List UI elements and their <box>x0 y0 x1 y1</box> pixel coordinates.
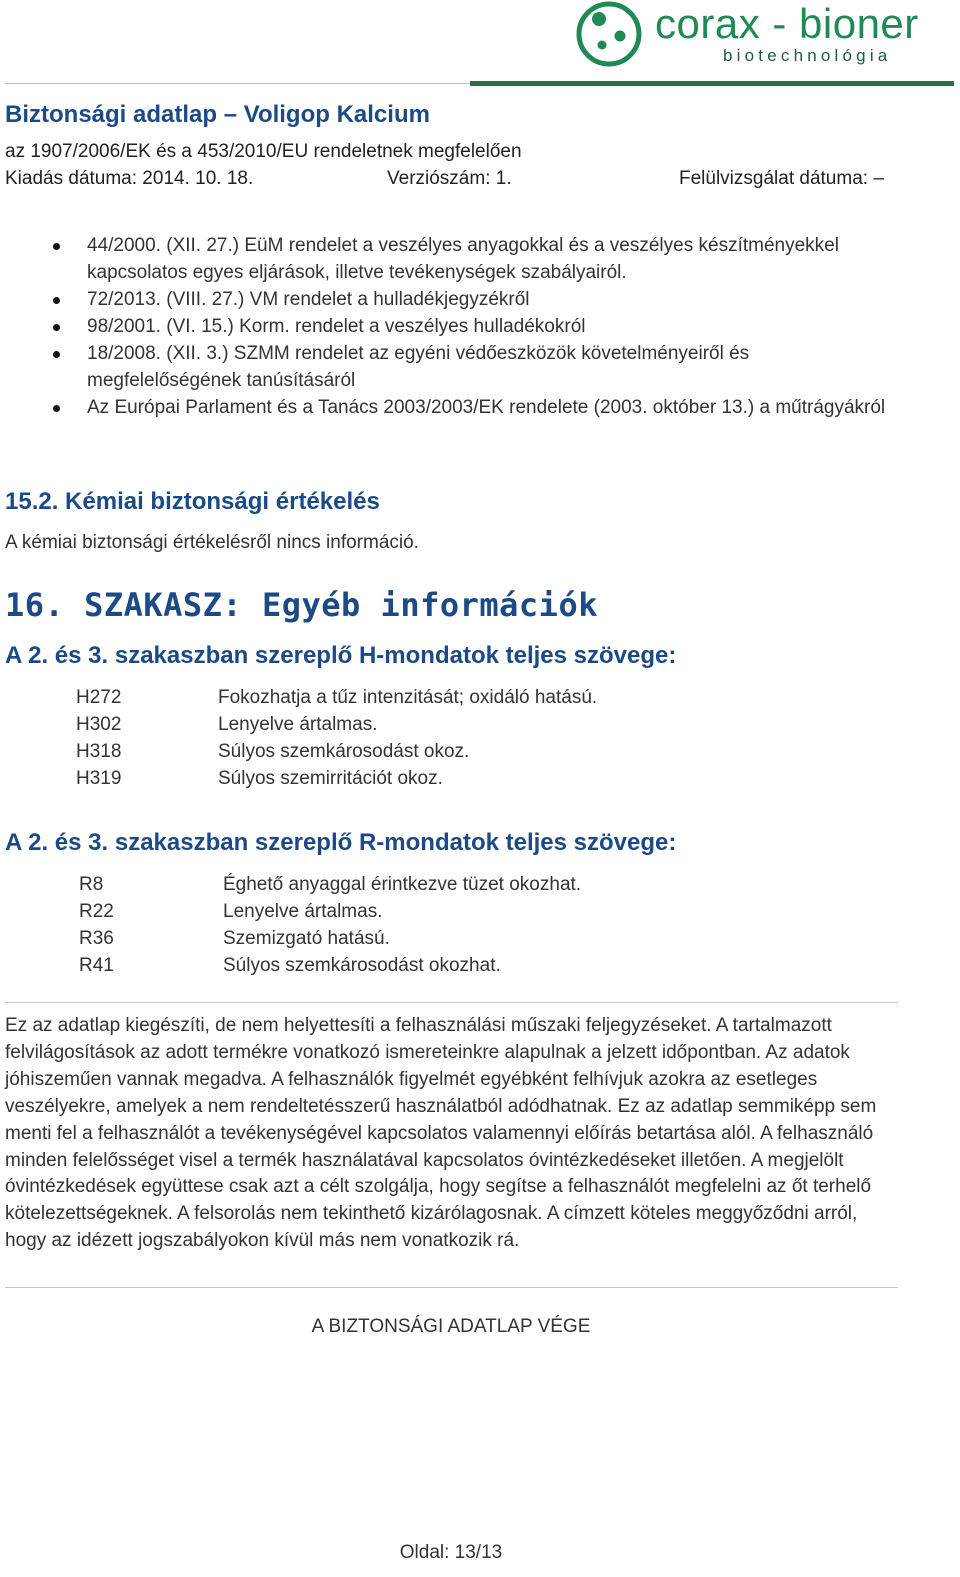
disclaimer-bottom-rule <box>5 1287 898 1288</box>
table-row: R22 Lenyelve ártalmas. <box>79 901 383 922</box>
h-phrases-heading: A 2. és 3. szakaszban szereplő H-mondatok teljes szövege: <box>5 642 677 669</box>
r-phrases-heading: A 2. és 3. szakaszban szereplő R-mondatok teljes szövege: <box>5 829 677 856</box>
table-row: H302 Lenyelve ártalmas. <box>76 714 378 735</box>
list-item: 72/2013. (VIII. 27.) VM rendelet a hulladékjegyzékről <box>0 286 900 313</box>
r-phrases-table <box>79 871 581 979</box>
bullet-icon <box>53 324 60 331</box>
table-row: H318 Súlyos szemkárosodást okoz. <box>76 741 470 762</box>
header-rule-thin <box>5 83 473 84</box>
end-of-document-note: A BIZTONSÁGI ADATLAP VÉGE <box>311 1316 591 1337</box>
legislation-list <box>0 232 900 421</box>
header-rule-thick <box>470 81 954 86</box>
list-item: 18/2008. (XII. 3.) SZMM rendelet az egyéni védőeszközök követelményeiről és megfelelőségének tanúsításáról <box>0 340 900 394</box>
disclaimer-text: Ez az adatlap kiegészíti, de nem helyettesíti a felhasználási műszaki feljegyzéseket. A tartalmazott felvilágosítások az adott termékre vonatkozó ismereteinkre alapulnak a jelzett időpontban. Az adatok jóhiszeműen vannak megadva. A felhasználók figyelmét egyébként felhívjuk azokra az esetleges veszélyekre, amelyek a nem rendeltetésszerű használatból adódhatnak. Ez az adatlap semmiképp sem menti fel a felhasználót a tevékenységével kapcsolatos valamennyi előírás betartása alól. A felhasználó minden felelősséget visel a termék használatával kapcsolatos óvintézkedéseket illetően. A megjelölt óvintézkedések együttese csak azt a célt szolgálja, hogy segítse a felhasználót megfelelni az őt terhelő kötelezettségeknek. A felsorolás nem tekinthető kizárólagosnak. A címzett köteles meggyőződni arról, hogy az idézett jogszabályokon kívül más nem vonatkozik rá. <box>5 1015 877 1252</box>
corax-bioner-logo-icon <box>575 0 643 68</box>
bullet-icon <box>53 351 60 358</box>
table-row: R41 Súlyos szemkárosodást okozhat. <box>79 955 501 976</box>
list-item: 44/2000. (XII. 27.) EüM rendelet a veszélyes anyagokkal és a veszélyes készítményekkel kapcsolatos egyes eljárások, illetve tevékenységek szabályairól. <box>0 232 900 286</box>
chemical-safety-heading: 15.2. Kémiai biztonsági értékelés <box>5 488 380 515</box>
page-number: Oldal: 13/13 <box>399 1542 503 1563</box>
table-row: H272 Fokozhatja a tűz intenzitását; oxidáló hatású. <box>76 687 598 708</box>
list-item: 98/2001. (VI. 15.) Korm. rendelet a veszélyes hulladékokról <box>0 313 900 340</box>
bullet-icon <box>53 297 60 304</box>
brand-tagline: biotechnológia <box>723 46 892 65</box>
document-title: Biztonsági adatlap – Voligop Kalcium <box>5 101 430 128</box>
version-number: Verziószám: 1. <box>387 168 512 189</box>
table-row: H319 Súlyos szemirritációt okoz. <box>76 768 443 789</box>
bullet-icon <box>53 243 60 250</box>
chemical-safety-text: A kémiai biztonsági értékelésről nincs információ. <box>5 532 419 553</box>
regulation-line: az 1907/2006/EK és a 453/2010/EU rendeletnek megfelelően <box>5 141 522 162</box>
bullet-icon <box>53 405 60 412</box>
h-phrases-table <box>76 684 597 792</box>
issue-date: Kiadás dátuma: 2014. 10. 18. <box>5 168 254 189</box>
table-row: R36 Szemizgató hatású. <box>79 928 390 949</box>
review-date: Felülvizsgálat dátuma: – <box>679 168 884 189</box>
company-logo <box>575 0 955 72</box>
section-16-heading: 16. SZAKASZ: Egyéb információk <box>5 586 598 624</box>
list-item: Az Európai Parlament és a Tanács 2003/2003/EK rendelete (2003. október 13.) a műtrágyákról <box>0 394 900 421</box>
disclaimer-top-rule <box>5 1002 898 1003</box>
table-row: R8 Éghető anyaggal érintkezve tüzet okozhat. <box>79 874 582 895</box>
brand-name: corax - bioner <box>655 0 919 47</box>
